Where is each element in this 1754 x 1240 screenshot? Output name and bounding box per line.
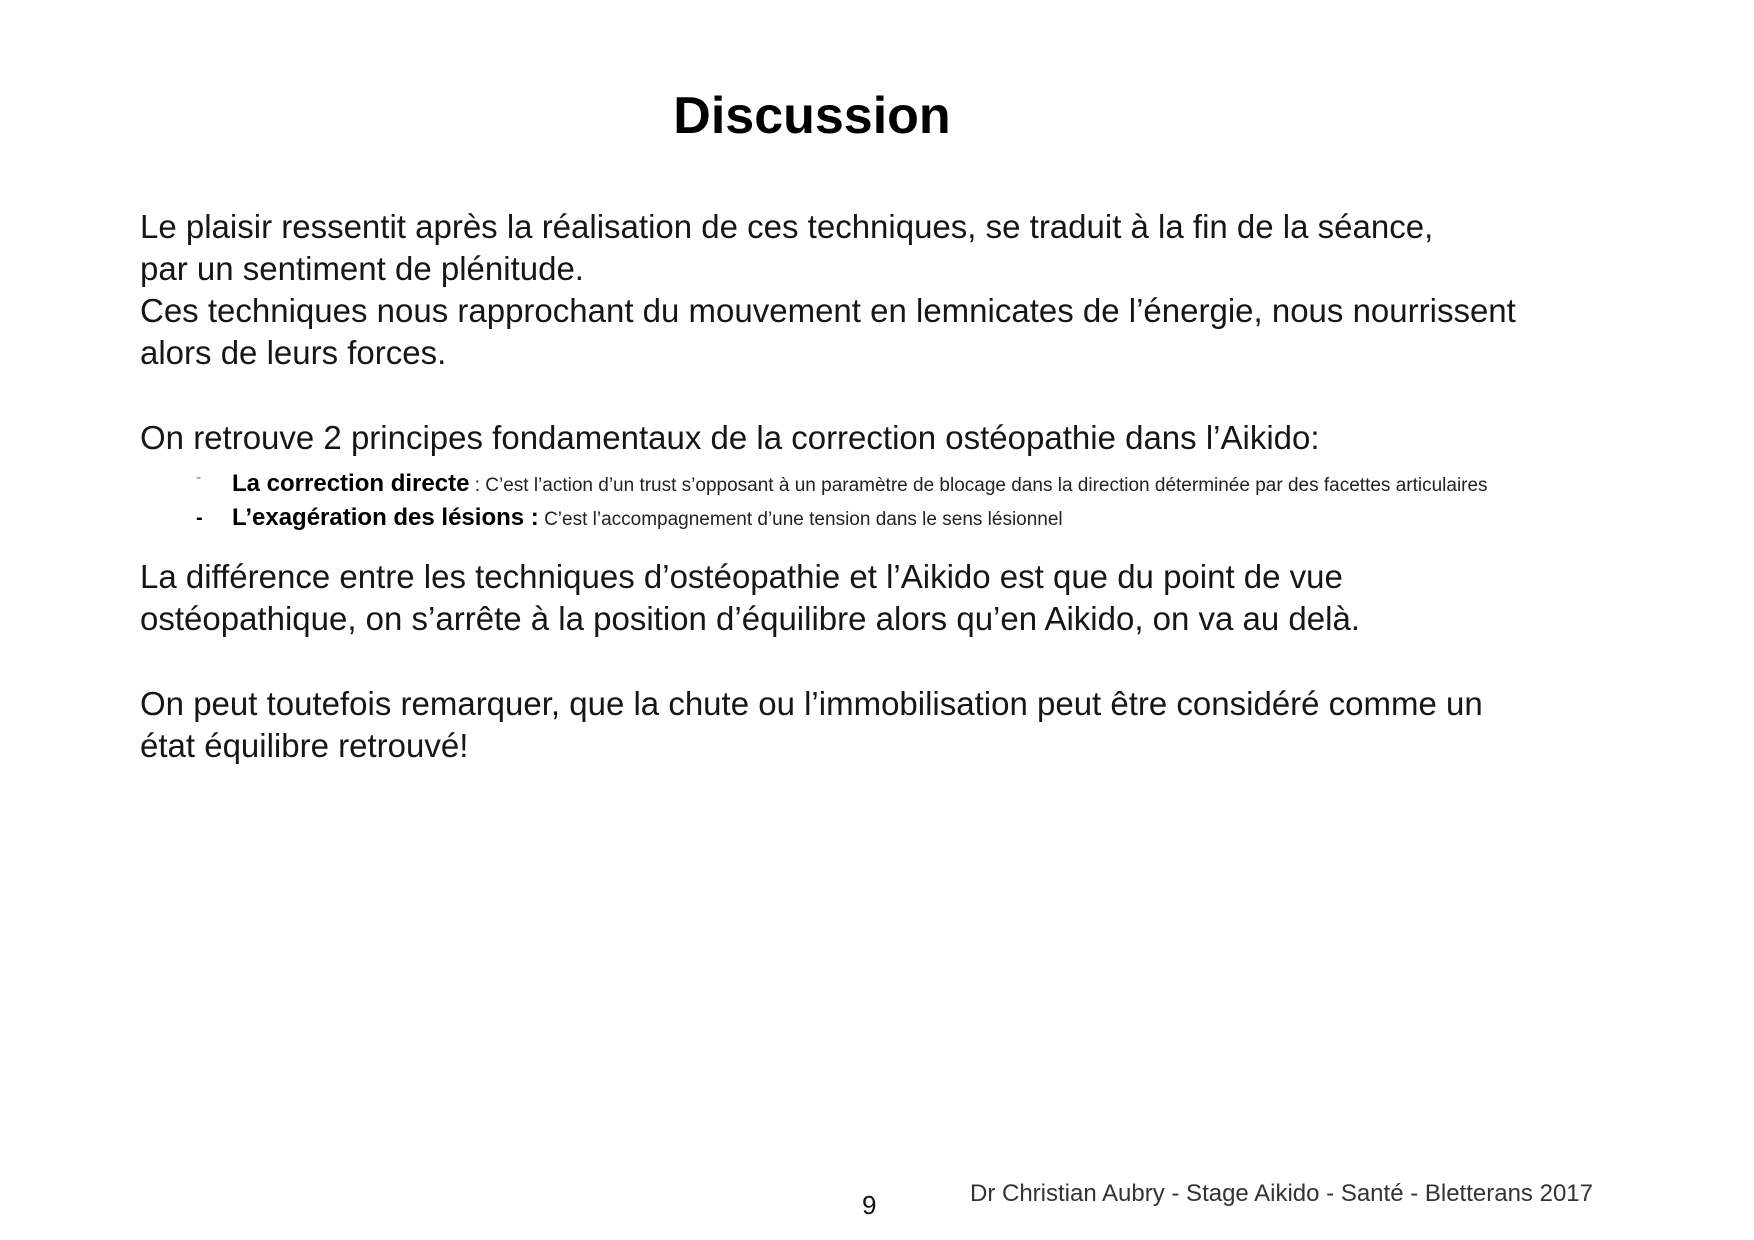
bullet-dash: -: [196, 469, 202, 486]
paragraph-line: Ces techniques nous rapprochant du mouvement en lemnicates de l’énergie, nous nourrissent: [140, 292, 1516, 329]
list-item: [196, 467, 1488, 501]
bullet-separator: :: [469, 475, 486, 496]
paragraph-principes: [140, 417, 1680, 459]
paragraph-plaisir: [140, 206, 1680, 374]
paragraph-line: ostéopathique, on s’arrête à la position d’équilibre alors qu’en Aikido, on va au delà.: [140, 600, 1360, 637]
list-item: [196, 501, 1488, 535]
principles-list: [196, 467, 1488, 535]
bullet-term: La correction directe: [232, 470, 470, 497]
paragraph-remarque: [140, 683, 1680, 767]
paragraph-line: état équilibre retrouvé!: [140, 727, 469, 764]
paragraph-line: On peut toutefois remarquer, que la chute ou l’immobilisation peut être considéré comme un: [140, 685, 1483, 722]
paragraph-line: On retrouve 2 principes fondamentaux de la correction ostéopathie dans l’Aikido:: [140, 419, 1320, 456]
bullet-description: C’est l’accompagnement d’une tension dans le sens lésionnel: [544, 509, 1063, 530]
footer-credit: Dr Christian Aubry - Stage Aikido - Santé - Bletterans 2017: [970, 1180, 1593, 1207]
bullet-term: L’exagération des lésions :: [232, 504, 539, 531]
bullet-description: C’est l’action d’un trust s’opposant à un paramètre de blocage dans la direction déterminée par des facettes articulaires: [485, 475, 1488, 496]
slide-title: Discussion: [673, 87, 951, 145]
bullet-dash: -: [196, 507, 203, 529]
paragraph-line: La différence entre les techniques d’ostéopathie et l’Aikido est que du point de vue: [140, 558, 1343, 595]
page-number: 9: [862, 1190, 877, 1220]
paragraph-line: par un sentiment de plénitude.: [140, 250, 584, 287]
paragraph-difference: [140, 556, 1680, 640]
paragraph-line: Le plaisir ressentit après la réalisation de ces techniques, se traduit à la fin de la séance,: [140, 208, 1434, 245]
paragraph-line: alors de leurs forces.: [140, 334, 447, 371]
